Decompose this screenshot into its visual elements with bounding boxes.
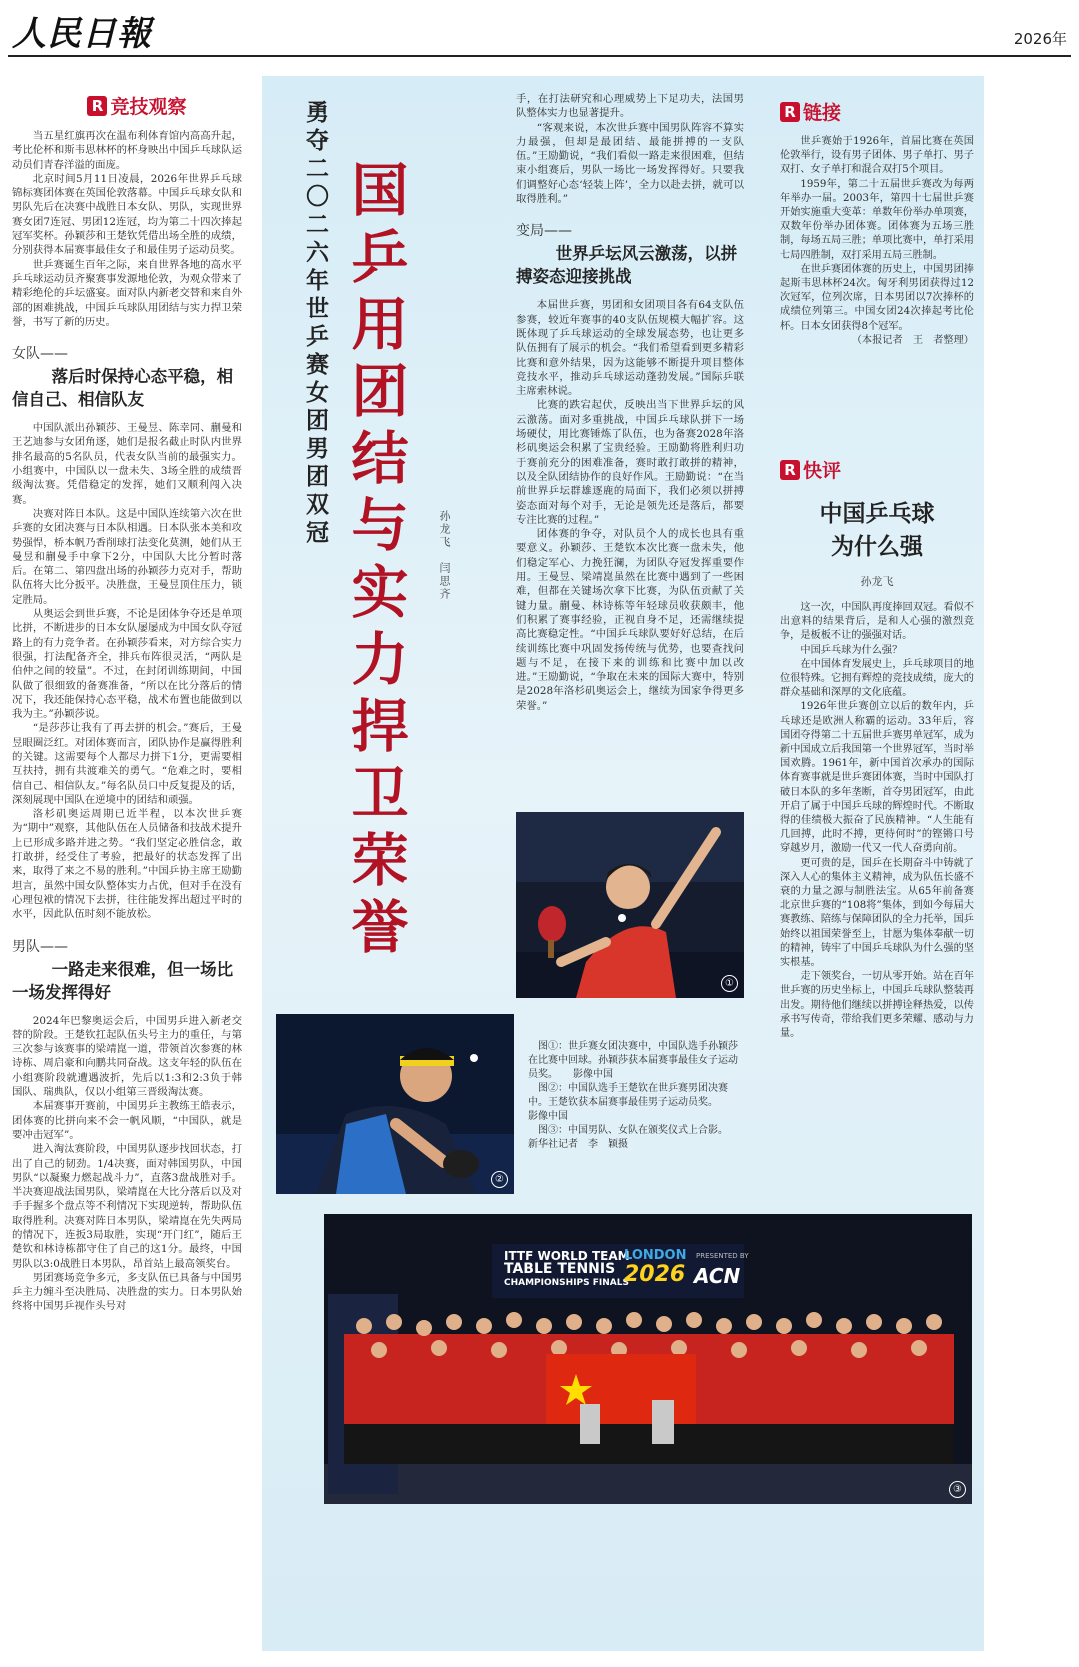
- section-change-subhead: 世界乒坛风云激荡，以拼搏姿态迎接挑战: [516, 244, 738, 287]
- headline-byline: 孙龙飞 闫思齐: [438, 510, 451, 601]
- r-mark-icon: R: [780, 102, 800, 122]
- caption-1: 图①：世乒赛女团决赛中，中国队选手孙颖莎在比赛中回球。孙颖莎获本届赛事最佳女子运动员奖。 影像中国: [528, 1041, 738, 1080]
- section-women-label: 女队——: [12, 346, 68, 363]
- banner-year: 2026: [624, 1262, 686, 1287]
- change-text: 本届世乒赛，男团和女团项目各有64支队伍参赛，较近年赛事的40支队伍规模大幅扩容。这既体现了乒乓球运动的全球发展态势，也让更多队伍拥有了展示的机会。“我们希望看到更多精彩比赛和意外结果，因为这能够不断提升项目整体竞技水平，推动乒乓球运动蓬勃发展。”国际乒联主席索林说。 比赛的跌宕起伏，反映出当下世界乒坛的风云激荡。面对多重挑战，中国乒乓球队拼下一场场硬仗，用比赛锤炼了队伍，也为备赛2028年洛杉矶奥运会积累了宝贵经验。王励勤将胜利归功于赛前充分的困难准备，赛时敢打敢拼的精神，以及全队团结协作的良好作风。王励勤说：“在当前世界乒坛群雄逐鹿的局面下，我们必须以拼搏姿态面对每个对手，无论是领先还是落后，都要专注比赛的过程。” 团体赛的争夺，对队员个人的成长也具有重要意义。孙颖莎、王楚钦本次比赛一盘未失，他们稳定军心、力挽狂澜，为团队夺冠发挥重要作用。王曼昱、梁靖崑虽然在比赛中遇到了一些困难，但都在关键场次拿下比赛，为队伍贡献了关键力量。蒯曼、林诗栋等年轻球员收获颇丰，他们积累了赛事经验，正视自身不足，还需继续提高比赛稳定性。“中国乒乓球队要好好总结，在后续训练比赛中巩固发扬传统与优势，也要查找问题与不足，在接下来的训练和比赛中加以改进。”王励勤说，“争取在未来的国际大赛中，特别是2028年洛杉矶奥运会上，继续为国家争得更多荣誉。”: [516, 299, 744, 712]
- intro-text: 当五星红旗再次在温布利体育馆内高高升起，考比伦杯和斯韦思林杯的杯身映出中国乒乓球队运动员们青春洋溢的面庞。 北京时间5月11日凌晨，2026年世界乒乓球锦标赛团体赛在英国伦敦落幕。中国乒乓球女队和男队先后在决赛中战胜日本女队、男队，实现世界赛女团7连冠、男团12连冠，均为第二十四次捧起冠军奖杯。孙颖莎和王楚钦凭借出场全胜的成绩，分别获得本届赛事最佳女子和最佳男子运动员奖。 世乒赛诞生百年之际，来自世界各地的高水平乒乓球运动员齐聚赛事发源地伦敦，为观众带来了精彩绝伦的乒坛盛宴。面对队内新老交替和来自外部的困难挑战，中国乒乓球队用团结与实力捍卫荣誉，书写了新的历史。: [12, 130, 242, 328]
- middle-top-text: 手，在打法研究和心理威势上下足功夫，法国男队整体实力也显著提升。 “客观来说，本次世乒赛中国男队阵容不算实力最强，但却是最团结、最能拼搏的一支队伍。”王励勤说，“我们看似一路走来很困难，但结束小组赛后，男队一场比一场发挥得好。只要我们调整好心态‘轻装上阵’，全力以赴去拼，就可以取得胜利。”: [516, 93, 744, 206]
- photo-1: [516, 812, 744, 998]
- review-author: 孙龙飞: [860, 575, 894, 588]
- caption-3: 图③：中国男队、女队在颁奖仪式上合影。 新华社记者 李 颖摄: [528, 1125, 743, 1150]
- section-men-subhead: 一路走来很难，但一场比一场发挥得好: [12, 959, 234, 1002]
- men-text: 2024年巴黎奥运会后，中国男乒进入新老交替的阶段。王楚钦扛起队伍头号主力的重任，与第三次参与该赛事的梁靖崑一道，带领首次参赛的林诗栋、周启豪和向鹏共同奋战。这支年轻的队伍在小组赛阶段就遭遇波折，先后以1:3和2:3负于韩国队、瑞典队，仅以小组第三晋级淘汰赛。 本届赛事开赛前，中国男乒主教练王皓表示，团体赛的比拼向来不会一帆风顺，“中国队，就是要冲击冠军”。 进入淘汰赛阶段，中国男队逐步找回状态，打出了自己的韧劲。1/4决赛，面对韩国男队，中国男队“以凝聚力燃起战斗力”，直落3盘战胜对手。半决赛迎战法国男队，梁靖崑在大比分落后以及对手手握多个盘点等不利情况下实现逆转，帮助队伍取得胜利。决赛对阵日本男队，梁靖崑在先失两局的情况下，连扳3局取胜，实现“开门红”，随后王楚钦和林诗栋都守住了自己的这1分。最终，中国男队以3:0战胜日本男队，昂首站上最高领奖台。 男团赛场竞争多元，多支队伍已具备与中国男乒主力缠斗至决胜局、决胜盘的实力。日本男队始终将中国男乒视作头号对: [12, 1014, 242, 1313]
- kicker-link: R 链接: [780, 98, 974, 125]
- photo-captions: [528, 1040, 773, 1152]
- photo-1-number: ①: [721, 975, 738, 992]
- banner-presented: PRESENTED BY: [696, 1252, 749, 1260]
- masthead: [0, 0, 1079, 58]
- banner-city: LONDON: [624, 1248, 687, 1263]
- r-mark-icon: R: [87, 96, 107, 116]
- section-change-label: 变局——: [516, 223, 572, 240]
- masthead-rule: [8, 55, 1071, 57]
- r-mark-icon: R: [780, 460, 800, 480]
- caption-2: 图②：中国队选手王楚钦在世乒赛男团决赛中。王楚钦获本届赛事最佳男子运动员奖。 影像中国: [528, 1083, 773, 1122]
- banner-text: ITTF WORLD TEAM TABLE TENNIS CHAMPIONSHIPS FINALS: [504, 1249, 630, 1288]
- women-text: 中国队派出孙颖莎、王曼昱、陈幸同、蒯曼和王艺迪参与女团角逐，她们是报名截止时队内世界排名最高的5名队员，代表女队当前的最强实力。小组赛中，中国队以一盘未失、3场全胜的成绩晋级淘汰赛。凭借稳定的发挥，她们又顺利闯入决赛。 决赛对阵日本队。这是中国队连续第六次在世乒赛的女团决赛与日本队相遇。日本队张本美和攻势强悍，桥本帆乃香削球打法变化莫测，她们从王曼昱和蒯曼手中拿下2分，中国队大比分暂时落后。在第二、第四盘出场的孙颖莎力克对手，帮助队伍将大比分扳平。决胜盘，王曼昱顶住压力，锁定胜局。 从奥运会到世乒赛，不论是团体争夺还是单项比拼，不断进步的日本女队屡屡成为中国女队夺冠路上的有力竞争者。在孙颖莎看来，对方综合实力很强，打法配备齐全，排兵布阵很灵活，“两队是伯仲之间的较量”。不过，在封闭训练期间，中国队做了很细致的备赛准备，“所以在比分落后的情况下，我还能保持心态平稳，战术布置也能做到以我为主。”孙颖莎说。 “是莎莎让我有了再去拼的机会。”赛后，王曼昱眼圈泛红。对团体赛而言，团队协作是赢得胜利的关键。这需要每个人都尽力拼下1分，更需要相互扶持，拥有共渡难关的勇气。“危难之时，要相信自己、相信队友。”每名队员口中反复提及的话，深刻展现中国队在逆境中的团结和顽强。 洛杉矶奥运周期已近半程，以本次世乒赛为“期中”观察，其他队伍在人员储备和技战术提升上已形成多路并进之势。“我们坚定必胜信念，敢打敢拼，经受住了考验，把最好的状态发挥了出来，取得了来之不易的胜利。”中国乒协主席王励勤坦言，虽然中国女队整体实力占优，但对手在没有心理包袱的情况下去拼，往往能发挥出超过平时的水平，因此队伍时刻不能放松。: [12, 422, 242, 921]
- middle-column: [516, 92, 744, 713]
- photo-2-number: ②: [491, 1171, 508, 1188]
- review-text: 这一次，中国队再度捧回双冠。看似不出意料的结果背后，是和人心强的激烈竞争，是板板不让的强强对话。 中国乒乓球为什么强？ 在中国体育发展史上，乒乓球项目的地位很特殊。它拥有辉煌的竞技成绩，庞大的群众基础和深厚的文化底蕴。 1926年世乒赛创立以后的数年内，乒乓球还是欧洲人称霸的运动。33年后，容国团夺得第二十五届世乒赛男单冠军，成为新中国成立后我国第一个世界冠军，当时举国欢腾。1961年，新中国首次承办的国际体育赛事就是世乒赛团体赛，当时中国队打破日本队的多年垄断，首夺男团冠军，由此开启了属于中国乒乓球的辉煌时代。不断取得的佳绩极大振奋了民族精神。“人生能有几回搏，此时不搏，更待何时”的铿锵口号穿越岁月，激励一代又一代人奋勇向前。 更可贵的是，国乒在长期奋斗中铸就了深入人心的集体主义精神，成为队伍长盛不衰的力量之源与制胜法宝。从65年前备赛北京世乒赛的“108将”集体，到如今每届大赛教练、陪练与保障团队的全力托举，国乒始终以祖国荣誉至上，甘愿为集体奉献一切的精神，铸牢了中国乒乓球队为什么强的坚实根基。 走下领奖台，一切从零开始。站在百年世乒赛的历史坐标上，中国乒乓球队整装再出发。期待他们继续以拼搏诠释热爱，以传承书写传奇，带给我们更多荣耀、感动与力量。: [780, 602, 974, 1040]
- link-credit: （本报记者 王 者整理）: [851, 334, 974, 346]
- newspaper-logo: 人民日報: [12, 14, 152, 54]
- kicker-competition: R 竞技观察: [32, 92, 242, 119]
- photo-1-image: [516, 812, 744, 998]
- photo-3: [324, 1214, 972, 1504]
- photo-2: [276, 1014, 514, 1194]
- issue-year: 2026年: [1013, 30, 1067, 48]
- section-women-subhead: 落后时保持心态平稳，相信自己、相信队友: [12, 367, 234, 410]
- link-text: 世乒赛始于1926年，首届比赛在英国伦敦举行，设有男子团体、男子单打、男子双打、女子单打和混合双打5个项目。 1959年，第二十五届世乒赛改为每两年举办一届。2003年，第四十七届世乒赛开始实施重大变革：单数年份举办单项赛，双数年份举办团体赛。团体赛为五场三胜制，每场五局三胜；单项比赛中，单打采用七局四胜制，双打采用五局三胜制。 在世乒赛团体赛的历史上，中国男团捧起斯韦思林杯24次。匈牙利男团获得过12次冠军，位列次席，日本男团以7次捧杯的成绩位列第三。中国女团24次捧起考比伦杯。日本女团获得8个冠军。 （本报记者 王 者整理）: [780, 135, 974, 348]
- photo-3-number: ③: [949, 1481, 966, 1498]
- review-title: 中国乒乓球 为什么强: [819, 500, 935, 560]
- photo-2-image: [276, 1014, 514, 1194]
- section-men-label: 男队——: [12, 938, 68, 955]
- headline-title: 国乒用团结与实力捍卫荣誉: [342, 160, 408, 964]
- review-box: [780, 456, 974, 1041]
- left-column: [12, 92, 242, 1314]
- link-box: [780, 98, 974, 348]
- banner-sponsor: ACN: [694, 1264, 741, 1288]
- headline-tagline: 勇夺二〇二六年世乒赛女团男团双冠: [302, 100, 328, 548]
- kicker-review: R 快评: [780, 456, 974, 483]
